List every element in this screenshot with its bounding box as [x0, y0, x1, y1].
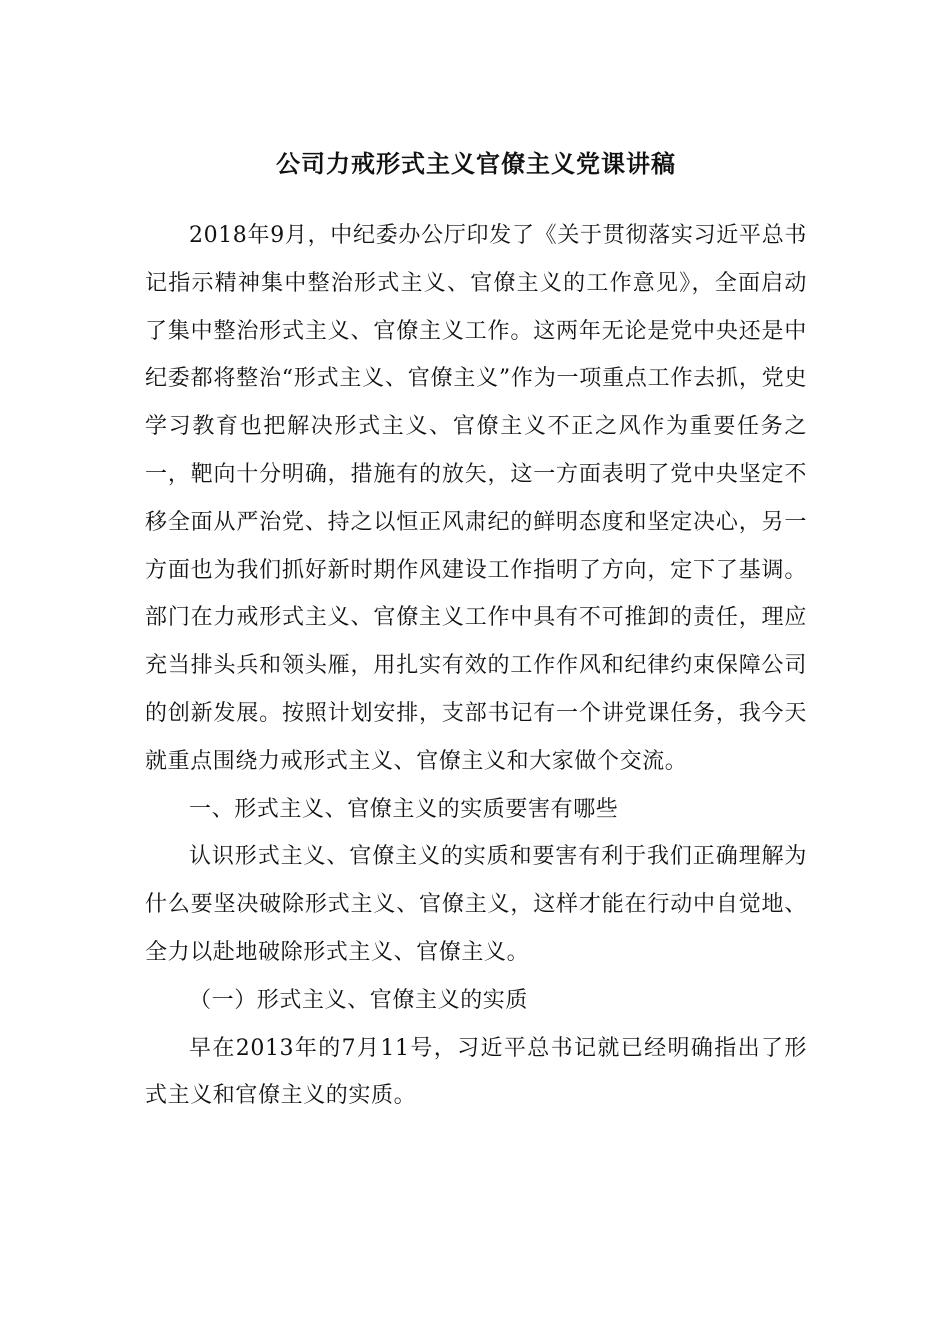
- subsection-heading-1: （一）形式主义、官僚主义的实质: [189, 987, 529, 1013]
- section-1-paragraph: 认识形式主义、官僚主义的实质和要害有利于我们正确理解为什么要坚决破除形式主义、官僚主义，这样才能在行动中自觉地、全力以赴地破除形式主义、官僚主义。: [145, 844, 807, 965]
- section-heading-1: 一、形式主义、官僚主义的实质要害有哪些: [189, 796, 619, 822]
- subsection-1-paragraph: 早在2013年的7月11号，习近平总书记就已经明确指出了形式主义和官僚主义的实质。: [145, 1035, 807, 1109]
- document-body: [145, 138, 807, 1120]
- document-title: 公司力戒形式主义官僚主义党课讲稿: [276, 149, 676, 178]
- intro-paragraph: 2018年9月，中纪委办公厅印发了《关于贯彻落实习近平总书记指示精神集中整治形式主义、官僚主义的工作意见》，全面启动了集中整治形式主义、官僚主义工作。这两年无论是党中央还是中纪委都将整治“形式主义、官僚主义”作为一项重点工作去抓，党史学习教育也把解决形式主义、官僚主义不正之风作为重要任务之一，靶向十分明确，措施有的放矢，这一方面表明了党中央坚定不移全面从严治党、持之以恒正风肃纪的鲜明态度和坚定决心，另一方面也为我们抓好新时期作风建设工作指明了方向，定下了基调。部门在力戒形式主义、官僚主义工作中具有不可推卸的责任，理应充当排头兵和领头雁，用扎实有效的工作作风和纪律约束保障公司的创新发展。按照计划安排，支部书记有一个讲党课任务，我今天就重点围绕力戒形式主义、官僚主义和大家做个交流。: [145, 223, 807, 774]
